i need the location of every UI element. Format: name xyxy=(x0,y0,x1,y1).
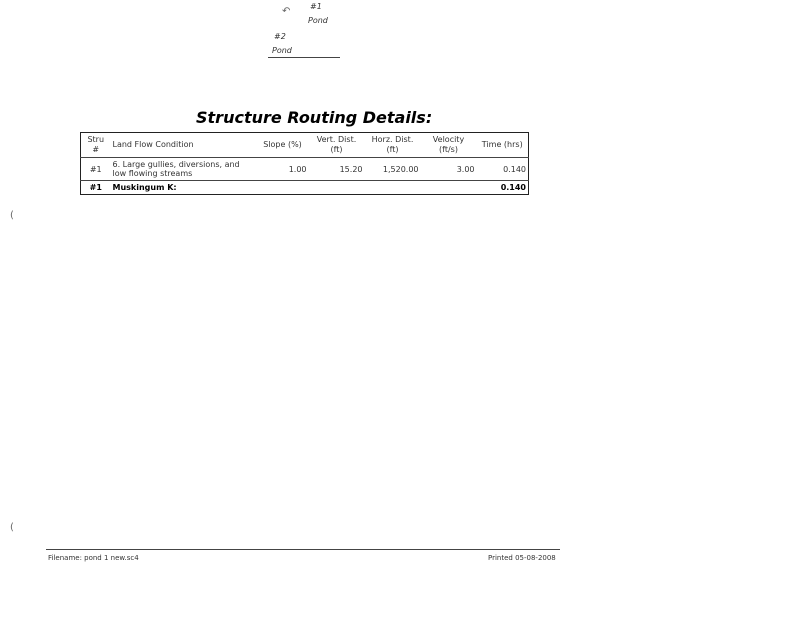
node2-label: #2 xyxy=(274,32,286,41)
header-stru: Stru # xyxy=(81,133,111,158)
header-slope: Slope (%) xyxy=(257,133,309,158)
node1-label: #1 xyxy=(310,2,322,11)
section-title: Structure Routing Details: xyxy=(196,108,433,127)
header-horz-dist: Horz. Dist. (ft) xyxy=(365,133,421,158)
flow-arrow-icon: ↶ xyxy=(282,6,291,17)
cell-land-flow: 6. Large gullies, diversions, and low flowing streams xyxy=(112,160,240,178)
cell-stru: #1 xyxy=(89,164,102,174)
cell-horz-dist: 1,520.00 xyxy=(382,164,419,174)
total-row xyxy=(81,181,529,195)
diagram-underline xyxy=(268,57,340,58)
routing-table xyxy=(80,132,529,195)
header-vert-dist: Vert. Dist. (ft) xyxy=(309,133,365,158)
footer-rule xyxy=(46,549,560,550)
node2-type: Pond xyxy=(272,46,292,55)
header-time: Time (hrs) xyxy=(477,133,529,158)
table-header-row xyxy=(81,133,529,158)
cell-time: 0.140 xyxy=(503,164,526,174)
header-land-flow: Land Flow Condition xyxy=(111,133,257,158)
margin-mark-icon: ( xyxy=(10,522,14,533)
total-stru: #1 xyxy=(81,181,111,195)
cell-velocity: 3.00 xyxy=(456,164,475,174)
cell-vert-dist: 15.20 xyxy=(339,164,363,174)
margin-mark-icon: ( xyxy=(10,210,14,221)
header-velocity: Velocity (ft/s) xyxy=(421,133,477,158)
footer-filename: Filename: pond 1 new.sc4 xyxy=(48,554,139,562)
total-time: 0.140 xyxy=(477,181,529,195)
table-row xyxy=(81,158,529,181)
footer-printed: Printed 05-08-2008 xyxy=(488,554,556,562)
total-label: Muskingum K: xyxy=(111,181,257,195)
cell-slope: 1.00 xyxy=(288,164,307,174)
node1-type: Pond xyxy=(308,16,328,25)
